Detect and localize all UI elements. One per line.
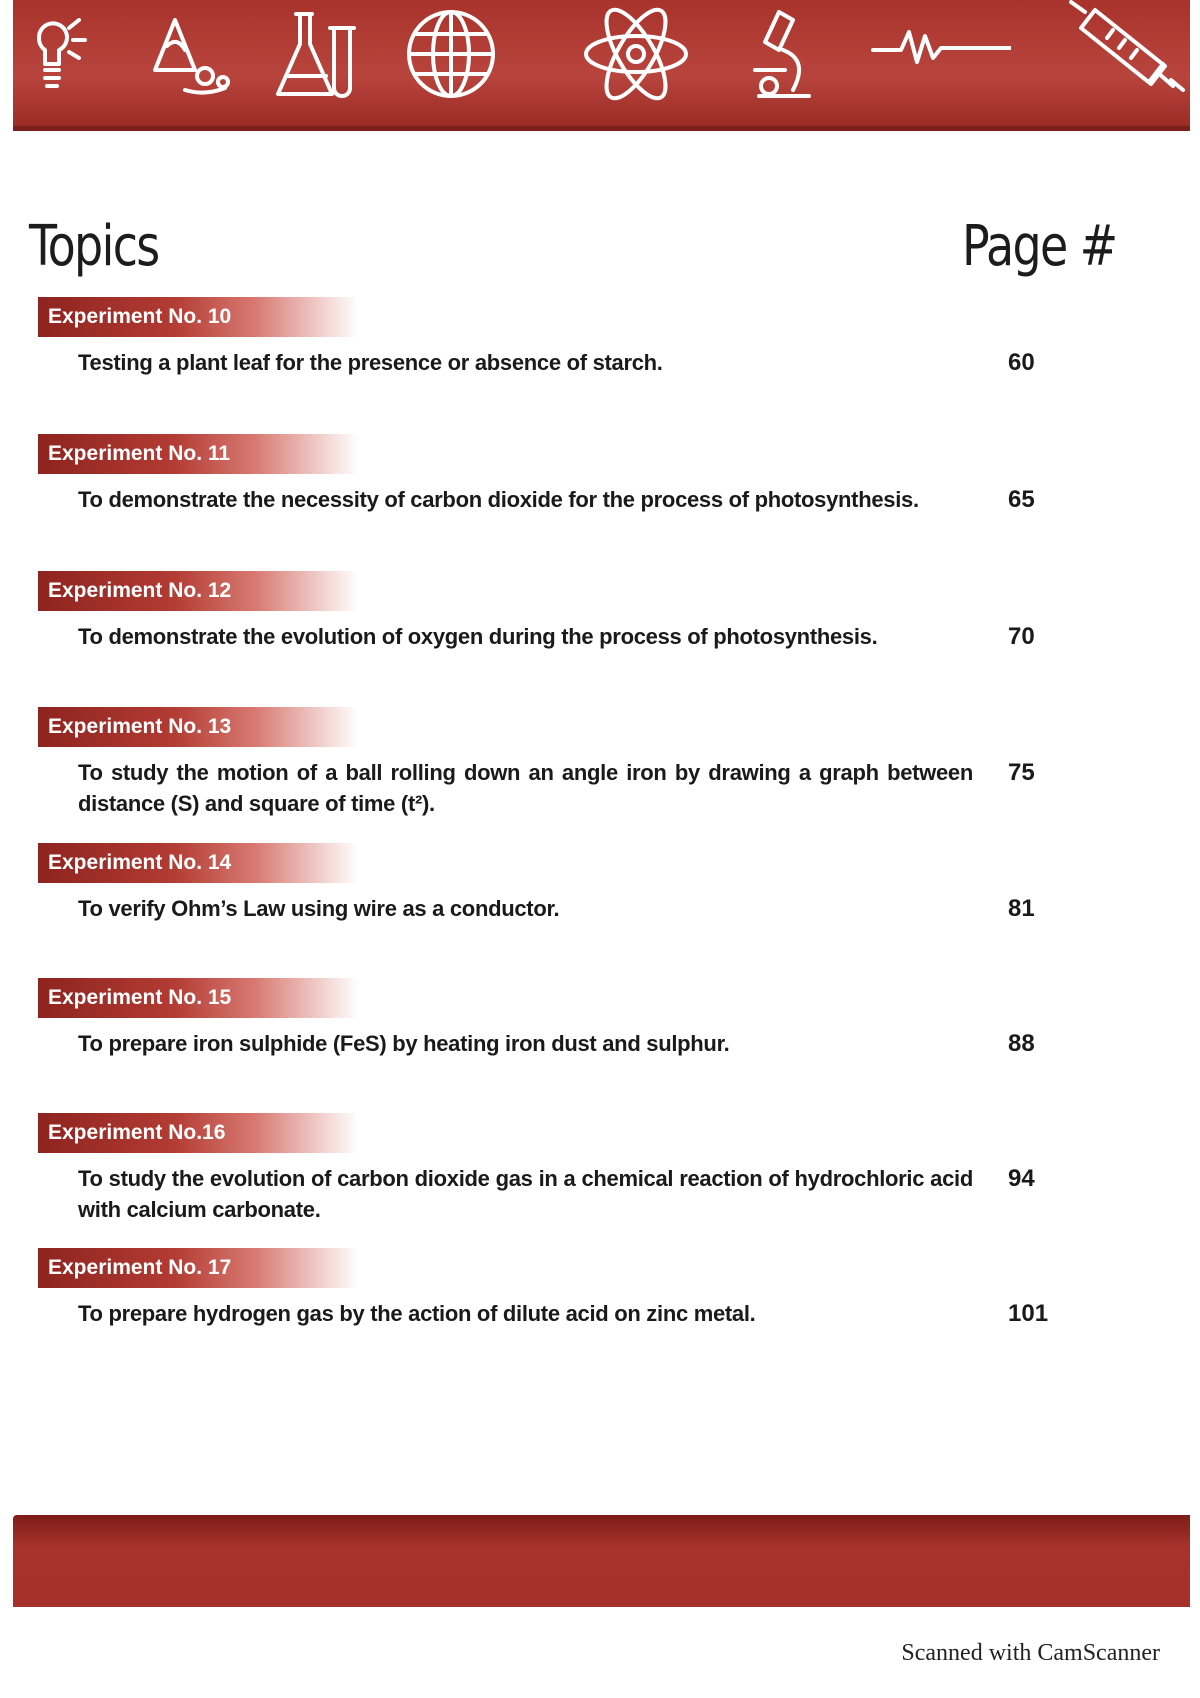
page-number: 60 [1008, 349, 1035, 376]
experiment-description: Testing a plant leaf for the presence or absence of starch. [78, 350, 663, 375]
light-bulb-icon [27, 18, 87, 108]
globe-icon [403, 6, 499, 102]
scanner-watermark: Scanned with CamScanner [901, 1640, 1160, 1666]
experiment-label: Experiment No. 13 [38, 707, 358, 747]
experiment-description: To study the motion of a ball rolling down an angle iron by drawing a graph between distance (S) and square of time (t²). [78, 760, 973, 816]
experiment-description: To verify Ohm’s Law using wire as a conductor. [78, 896, 560, 921]
topics-heading: Topics [29, 214, 159, 279]
experiment-description: To demonstrate the necessity of carbon dioxide for the process of photosynthesis. [78, 487, 919, 512]
page-number: 70 [1008, 623, 1035, 650]
experiment-description: To prepare iron sulphide (FeS) by heating iron dust and sulphur. [78, 1031, 730, 1056]
banner-icon-row [13, 0, 1190, 110]
experiment-label: Experiment No. 11 [38, 434, 358, 474]
page-number: 88 [1008, 1030, 1035, 1057]
experiment-label: Experiment No. 12 [38, 571, 358, 611]
experiment-description: To demonstrate the evolution of oxygen during the process of photosynthesis. [78, 624, 878, 649]
waveform-icon [871, 20, 1011, 70]
page-number: 94 [1008, 1165, 1035, 1192]
experiment-label: Experiment No. 15 [38, 978, 358, 1018]
experiment-description: To prepare hydrogen gas by the action of dilute acid on zinc metal. [78, 1301, 756, 1326]
page-number: 65 [1008, 486, 1035, 513]
atom-icon [581, 4, 691, 104]
syringe-icon [1063, 0, 1193, 110]
top-banner [13, 0, 1190, 131]
bottom-banner [13, 1515, 1190, 1607]
page-number: 75 [1008, 759, 1035, 786]
chemistry-sketch-icon [145, 10, 235, 100]
flask-test-tube-icon [268, 8, 358, 103]
experiment-label: Experiment No.16 [38, 1113, 358, 1153]
experiment-description: To study the evolution of carbon dioxide gas in a chemical reaction of hydrochloric acid with calcium carbonate. [78, 1166, 973, 1222]
experiment-label: Experiment No. 10 [38, 297, 358, 337]
experiment-label: Experiment No. 17 [38, 1248, 358, 1288]
page-number-heading: Page # [962, 214, 1117, 279]
page-number: 101 [1008, 1300, 1049, 1327]
microscope-icon [739, 6, 819, 106]
experiment-label: Experiment No. 14 [38, 843, 358, 883]
page-number: 81 [1008, 895, 1035, 922]
